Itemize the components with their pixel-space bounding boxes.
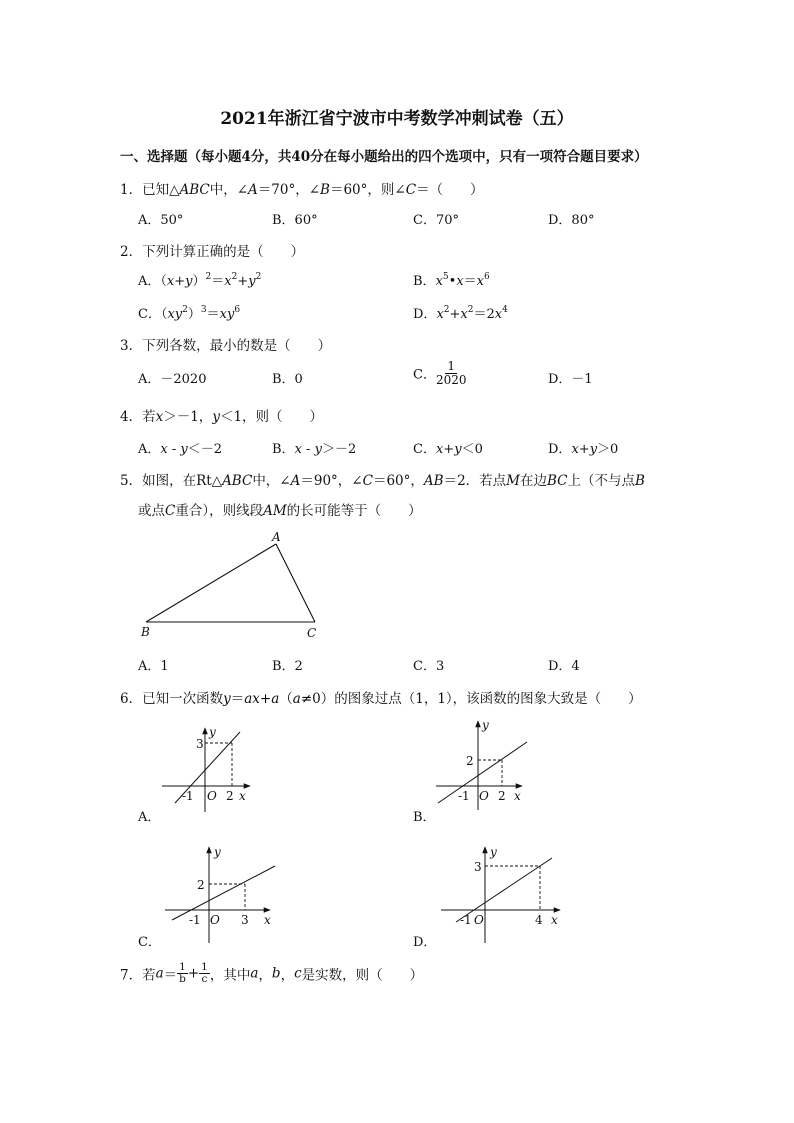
q5-option-b: B．2	[272, 659, 303, 674]
graph-d-x-label: x	[551, 913, 558, 927]
q2-option-a: A．$(x+y)^2=x^2+y^2$	[138, 271, 262, 289]
graph-a-option-label: A．	[138, 810, 161, 825]
question-3-stem: 3．下列各数，最小的数是（ ）	[120, 338, 332, 354]
page-title: 2021年浙江省宁波市中考数学冲刺试卷（五）	[220, 109, 574, 129]
graph-b-neg-tick: -1	[458, 789, 470, 803]
q4-option-d: D．x+y＞0	[548, 442, 619, 457]
question-5-stem-line2: 或点C重合），则线段AM的长可能等于（ ）	[138, 503, 422, 519]
graph-b-y-label: y	[482, 718, 489, 732]
q5-option-d: D．4	[548, 659, 580, 674]
graph-d-y-label: y	[490, 845, 497, 859]
graph-c	[165, 845, 275, 943]
q2-option-b: B．$x^5•x=x^6$	[413, 271, 490, 289]
q2-option-d: D．$x^2+x^2=2x^4$	[413, 304, 508, 322]
question-7-stem: 7．若a＝ $\frac{1}{b}$ + $\frac{1}{c}$ ，其中a，b，c是实数，则（ ）	[120, 961, 424, 986]
graph-c-x-label: x	[264, 913, 271, 927]
question-2-stem: 2．下列计算正确的是（ ）	[120, 244, 305, 260]
graph-c-y-label: y	[214, 845, 221, 859]
q2-option-c: C．$(xy^2)^3=xy^6$	[138, 304, 241, 322]
q1-option-d: D．80°	[548, 213, 595, 228]
q4-option-b: B．x - y＞－2	[272, 442, 357, 457]
graph-d-x-tick: 4	[535, 913, 543, 927]
graph-c-origin: O	[210, 913, 220, 927]
graph-c-line	[172, 866, 275, 920]
graph-b-x-tick: 2	[498, 789, 506, 803]
vertex-label-a: A	[272, 530, 281, 544]
question-1-stem: 1．已知△ABC中，∠A＝70°，∠B＝60°，则∠C＝（ ）	[120, 182, 484, 198]
q1-option-b: B．60°	[272, 213, 318, 228]
graph-b-x-label: x	[514, 789, 521, 803]
q4-option-c: C．x+y＜0	[413, 442, 483, 457]
q5-option-a: A．1	[138, 659, 169, 674]
graph-d-origin: O	[474, 913, 484, 927]
graph-c-x-tick: 3	[241, 913, 249, 927]
q1-option-c: C．70°	[413, 213, 459, 228]
question-5-stem-line1: 5．如图，在Rt△ABC中，∠A＝90°，∠C＝60°，AB＝2．若点M在边BC上（不与点B	[120, 473, 645, 489]
q1-option-a: A．50°	[138, 213, 184, 228]
q3-option-d: D．－1	[548, 372, 593, 387]
q3-option-b: B．0	[272, 372, 303, 387]
graph-b	[436, 718, 527, 810]
graph-a	[162, 725, 250, 812]
graph-c-option-label: C．	[138, 935, 161, 950]
q3-option-a: A．－2020	[138, 372, 207, 387]
graph-d-y-tick: 3	[474, 860, 482, 874]
graph-a-x-label: x	[239, 789, 246, 803]
graph-c-neg-tick: -1	[189, 913, 201, 927]
graph-d	[441, 845, 560, 943]
vertex-label-b: B	[141, 625, 150, 639]
graph-b-origin: O	[479, 789, 489, 803]
section-heading: 一、选择题（每小题4分，共40分在每小题给出的四个选项中，只有一项符合题目要求）	[120, 149, 648, 165]
graph-b-y-tick: 2	[466, 754, 474, 768]
graph-a-y-label: y	[209, 725, 216, 739]
q3-fraction: $\frac{1}{2020}$	[435, 359, 467, 387]
graph-d-option-label: D．	[413, 935, 437, 950]
graph-a-origin: O	[207, 789, 217, 803]
graph-a-x-tick: 2	[226, 789, 234, 803]
q4-option-a: A．x - y＜－2	[138, 442, 223, 457]
graph-c-y-tick: 2	[197, 878, 205, 892]
q7-fraction-2: $\frac{1}{c}$	[201, 961, 208, 986]
question-4-stem: 4．若x＞－1，y＜1，则（ ）	[120, 409, 324, 425]
graph-a-y-tick: 3	[196, 737, 204, 751]
question-6-stem: 6．已知一次函数y＝ax+a（a≠0）的图象过点（1，1），该函数的图象大致是（ ）	[120, 691, 642, 707]
graph-b-option-label: B．	[413, 810, 436, 825]
vertex-label-c: C	[307, 626, 317, 640]
graph-d-neg-tick: -1	[460, 913, 472, 927]
graph-a-neg-tick: -1	[182, 789, 194, 803]
q3-option-c: C． $\frac{1}{2020}$	[413, 359, 467, 387]
q5-option-c: C．3	[413, 659, 445, 674]
q7-fraction-1: $\frac{1}{b}$	[179, 961, 186, 986]
